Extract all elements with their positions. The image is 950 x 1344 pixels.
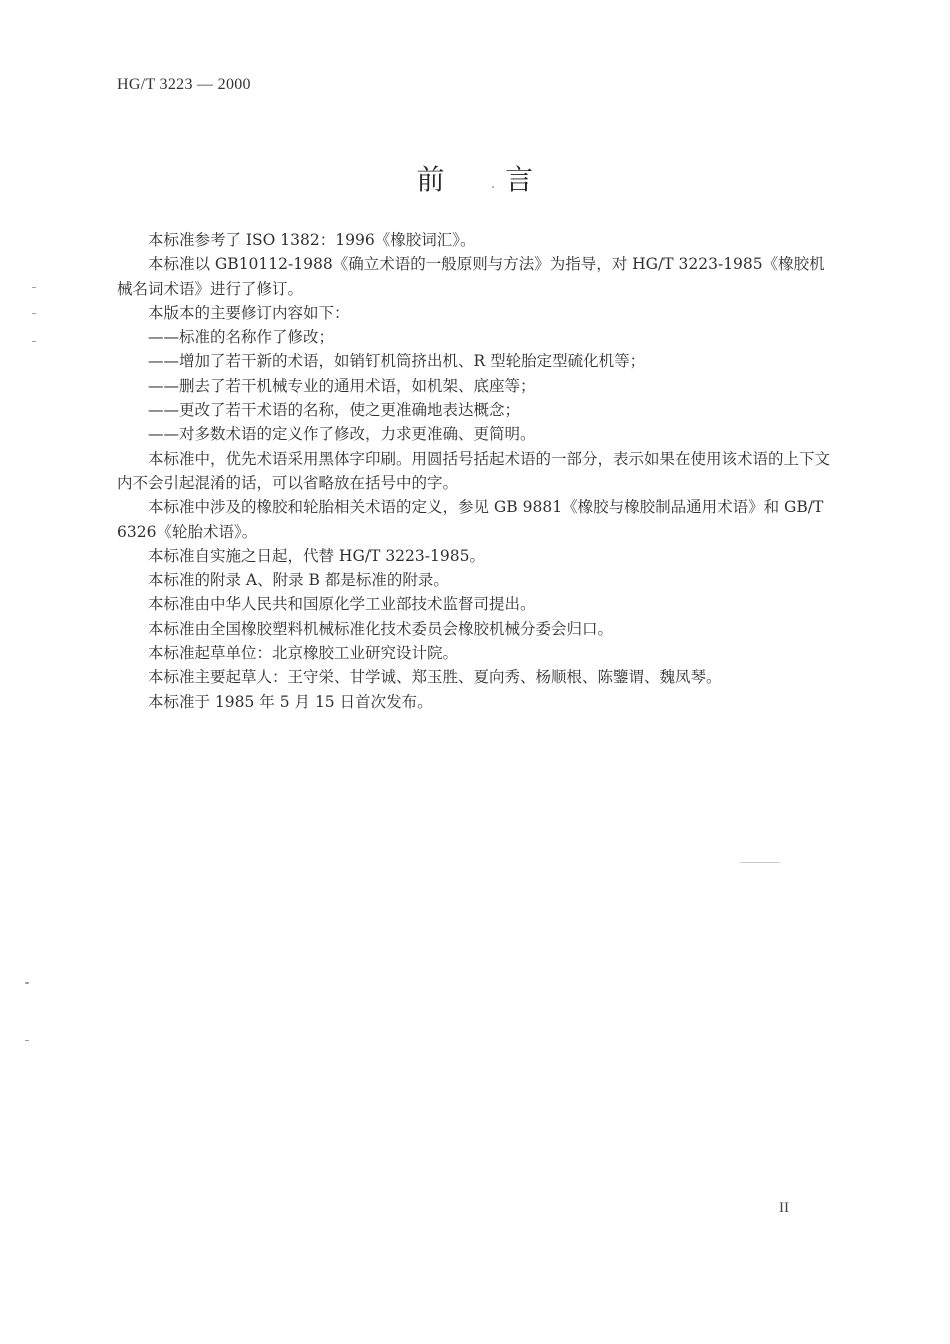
paragraph-proposed-by: 本标准由中华人民共和国原化学工业部技术监督司提出。 bbox=[148, 595, 536, 614]
paragraph-appendices: 本标准的附录 A、附录 B 都是标准的附录。 bbox=[148, 571, 449, 590]
paragraph-related-standards: 本标准中涉及的橡胶和轮胎相关术语的定义，参见 GB 9881《橡胶与橡胶制品通用术语》和 GB/T 6326《轮胎术语》。 bbox=[117, 498, 824, 541]
paragraph-drafting-unit: 本标准起草单位：北京橡胶工业研究设计院。 bbox=[148, 644, 459, 663]
paragraph-preferred-terms: 本标准中，优先术语采用黑体字印刷。用圆括号括起术语的一部分，表示如果在使用该术语的上下文内不会引起混淆的话，可以省略放在括号中的字。 bbox=[117, 449, 831, 492]
scan-speck bbox=[32, 313, 36, 314]
revision-item: ——删去了若干机械专业的通用术语，如机架、底座等； bbox=[148, 376, 536, 395]
title-char-2: 言 bbox=[505, 163, 534, 196]
paragraph-replaces: 本标准自实施之日起，代替 HG/T 3223-1985。 bbox=[148, 546, 485, 565]
scan-speck bbox=[32, 287, 36, 288]
paragraph-centralized-by: 本标准由全国橡胶塑料机械标准化技术委员会橡胶机械分委会归口。 bbox=[148, 619, 614, 638]
revision-item: ——标准的名称作了修改； bbox=[148, 328, 335, 347]
revision-item: ——更改了若干术语的名称，使之更准确地表达概念； bbox=[148, 401, 521, 420]
scan-speck bbox=[32, 341, 36, 342]
scan-speck bbox=[740, 862, 780, 863]
paragraph-guidance: 本标准以 GB10112-1988《确立术语的一般原则与方法》为指导，对 HG/T 3223-1985《橡胶机械名词术语》进行了修订。 bbox=[117, 255, 825, 298]
scan-speck bbox=[25, 982, 29, 984]
paragraph-first-release: 本标准于 1985 年 5 月 15 日首次发布。 bbox=[148, 692, 433, 711]
title-char-1: 前 bbox=[416, 163, 445, 196]
paragraph-reference: 本标准参考了 ISO 1382：1996《橡胶词汇》。 bbox=[148, 231, 476, 249]
paragraph-drafters: 本标准主要起草人：王守栄、甘学诚、郑玉胜、夏向秀、杨顺根、陈鑒谓、魏凤琴。 bbox=[148, 668, 722, 687]
page-title bbox=[0, 158, 950, 198]
page-number: II bbox=[779, 1200, 789, 1216]
scan-speck bbox=[25, 1040, 29, 1041]
header-code: HG/T 3223 — 2000 bbox=[117, 76, 251, 93]
preface-content bbox=[117, 228, 832, 714]
scan-speck bbox=[492, 186, 494, 188]
revision-item: ——对多数术语的定义作了修改，力求更准确、更简明。 bbox=[148, 425, 536, 444]
revision-item: ——增加了若干新的术语，如销钉机筒挤出机、R 型轮胎定型硫化机等； bbox=[148, 352, 646, 371]
paragraph-revisions-intro: 本版本的主要修订内容如下： bbox=[148, 303, 350, 322]
